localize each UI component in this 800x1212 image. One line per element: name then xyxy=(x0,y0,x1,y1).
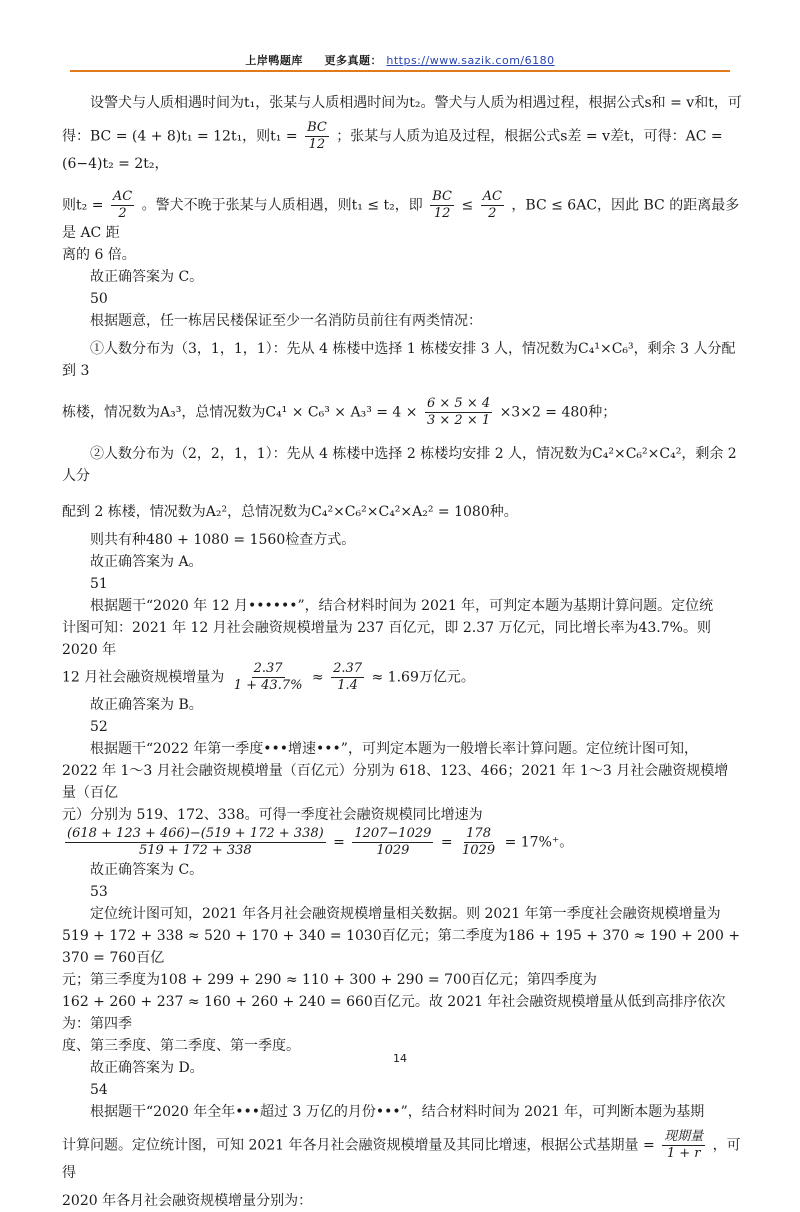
text: ；张某与人质为追及过程，根据公式s差 = v差t，可得：AC = (6−4)t₂ = 2t₂， xyxy=(62,128,723,172)
para-50-line6: 则共有种480 + 1080 = 1560检查方式。 xyxy=(90,532,356,548)
question-number-54: 54 xyxy=(90,1082,108,1098)
frac-num: 2.37 xyxy=(333,661,363,676)
text: 栋楼，情况数为A₃³，总情况数为C₄¹ × C₆³ × A₃³ = 4 × xyxy=(62,404,418,421)
text: = xyxy=(440,834,453,851)
frac-den: 1 + 43.7% xyxy=(233,678,303,693)
text: ≤ xyxy=(461,197,474,214)
text: 12 月社会融资规模增量为 xyxy=(62,669,225,686)
para-50-line4: ②人数分布为（2，2，1，1）：先从 4 栋楼中选择 2 栋楼均安排 2 人，情况数为C₄²×C₆²×C₄²，剩余 2 人分 xyxy=(62,446,737,484)
frac-den: 2 xyxy=(118,206,127,221)
page-number: 14 xyxy=(393,1052,407,1065)
frac-den: 1029 xyxy=(376,843,410,858)
para-54-line1: 根据题干“2020 年全年•••超过 3 万亿的月份•••”，结合材料时间为 2021 年，可判断本题为基期 xyxy=(90,1104,705,1120)
header-url-link[interactable]: https://www.sazik.com/6180 xyxy=(386,54,555,67)
text: ≈ 1.69万亿元。 xyxy=(371,669,475,686)
text: ，BC ≤ 6AC，因此 BC 的距离最多是 AC 距 xyxy=(62,197,740,241)
text: 计算问题。定位统计图，可知 2021 年各月社会融资规模增量及其同比增速，根据公式基期量 = xyxy=(62,1137,655,1154)
fraction-bc-12 xyxy=(305,120,329,153)
fraction-654-321 xyxy=(425,396,492,429)
frac-num: BC xyxy=(307,120,327,135)
fraction-bc-12-b xyxy=(430,189,454,222)
fraction-237-1437 xyxy=(232,661,305,694)
question-number-52: 52 xyxy=(90,719,108,735)
fraction-sum-diff xyxy=(65,826,326,859)
page-header xyxy=(0,52,800,68)
fraction-178-1029 xyxy=(460,826,497,859)
text: = xyxy=(333,834,345,851)
frac-num: 1207−1029 xyxy=(354,826,432,841)
para-49-line1: 设警犬与人质相遇时间为t₁，张某与人质相遇时间为t₂。警犬与人质为相遇过程，根据公式s和 = v和t，可 xyxy=(90,95,742,111)
header-more-label: 更多真题： xyxy=(324,54,383,67)
fraction-ac-2 xyxy=(111,189,134,222)
para-53-line3: 元；第三季度为108 + 299 + 290 ≈ 110 + 300 + 290 = 700百亿元；第四季度为 xyxy=(62,972,597,988)
para-53-line4: 162 + 260 + 237 ≈ 160 + 260 + 240 = 660百亿元。故 2021 年社会融资规模增量从低到高排序依次为：第四季 xyxy=(62,994,726,1032)
para-49-line2 xyxy=(62,120,742,175)
frac-den: 3 × 2 × 1 xyxy=(426,413,491,428)
para-52-line3: 元）分别为 519、172、338。可得一季度社会融资规模同比增速为 xyxy=(62,807,483,823)
frac-num: (618 + 123 + 466)−(519 + 172 + 338) xyxy=(67,826,324,841)
para-50-line5: 配到 2 栋楼，情况数为A₂²，总情况数为C₄²×C₆²×C₄²×A₂² = 1080种。 xyxy=(62,504,518,520)
para-52-line4 xyxy=(62,826,742,859)
frac-den: 519 + 172 + 338 xyxy=(138,843,252,858)
frac-num: BC xyxy=(432,189,452,204)
para-49-line3 xyxy=(62,189,742,244)
question-number-53: 53 xyxy=(90,884,108,900)
para-53-line5: 度、第三季度、第二季度、第一季度。 xyxy=(62,1038,300,1054)
para-49-line4: 离的 6 倍。 xyxy=(62,247,136,263)
frac-den: 1029 xyxy=(462,843,496,858)
fraction-1207-1029 xyxy=(352,826,433,859)
frac-num: AC xyxy=(112,189,133,204)
para-50-line1: 根据题意，任一栋居民楼保证至少一名消防员前往有两类情况： xyxy=(90,313,482,329)
frac-den: 12 xyxy=(308,137,326,152)
frac-num: 现期量 xyxy=(664,1129,704,1144)
para-54-line2 xyxy=(62,1129,742,1184)
text: 则t₂ = xyxy=(62,197,104,214)
frac-num: 178 xyxy=(466,826,491,841)
fraction-current-over-1r xyxy=(662,1129,705,1162)
para-51-line1: 根据题干“2020 年 12 月••••••”，结合材料时间为 2021 年，可判定本题为基期计算问题。定位统 xyxy=(90,598,714,614)
frac-num: 6 × 5 × 4 xyxy=(426,396,491,411)
frac-den: 1.4 xyxy=(337,678,358,693)
answer-52: 故正确答案为 C。 xyxy=(90,862,204,878)
header-rule xyxy=(70,70,730,72)
para-51-line3 xyxy=(62,661,742,694)
frac-num: 2.37 xyxy=(253,661,283,676)
para-51-line2: 计图可知：2021 年 12 月社会融资规模增量为 237 百亿元，即 2.37 万亿元，同比增长率为43.7%。则 2020 年 xyxy=(62,620,711,658)
frac-num: AC xyxy=(482,189,502,204)
frac-den: 12 xyxy=(433,206,451,221)
document-body xyxy=(62,92,742,1212)
answer-49: 故正确答案为 C。 xyxy=(90,269,204,285)
para-53-line2: 519 + 172 + 338 ≈ 520 + 170 + 340 = 1030百亿元；第二季度为186 + 195 + 370 ≈ 190 + 200 + 370 = 760百亿 xyxy=(62,928,741,966)
answer-51: 故正确答案为 B。 xyxy=(90,697,203,713)
frac-den: 2 xyxy=(488,206,497,221)
frac-den: 1 + r xyxy=(666,1146,701,1161)
para-54-line3: 2020 年各月社会融资规模增量分别为： xyxy=(62,1193,313,1209)
para-53-line1: 定位统计图可知，2021 年各月社会融资规模增量相关数据。则 2021 年第一季度社会融资规模增量为 xyxy=(90,906,721,922)
text: ≈ xyxy=(311,669,324,686)
text: ×3×2 = 480种； xyxy=(499,404,617,421)
fraction-ac-2-b xyxy=(481,189,504,222)
answer-53: 故正确答案为 D。 xyxy=(90,1060,204,1076)
answer-50: 故正确答案为 A。 xyxy=(90,554,203,570)
text: = 17%⁺。 xyxy=(504,834,574,851)
header-brand: 上岸鸭题库 xyxy=(245,54,303,67)
question-number-51: 51 xyxy=(90,576,108,592)
text: 。警犬不晚于张某与人质相遇，则t₁ ≤ t₂，即 xyxy=(141,197,423,214)
para-50-line2: ①人数分布为（3，1，1，1）：先从 4 栋楼中选择 1 栋楼安排 3 人，情况数为C₄¹×C₆³，剩余 3 人分配到 3 xyxy=(62,341,736,379)
question-number-50: 50 xyxy=(90,291,108,307)
fraction-237-14 xyxy=(331,661,364,694)
para-52-line1: 根据题干“2022 年第一季度•••增速•••”，可判定本题为一般增长率计算问题。定位统计图可知， xyxy=(90,741,698,757)
text: ，可得 xyxy=(62,1137,741,1181)
para-52-line2: 2022 年 1～3 月社会融资规模增量（百亿元）分别为 618、123、466；2021 年 1～3 月社会融资规模增量（百亿 xyxy=(62,763,729,801)
text: 得：BC = (4 + 8)t₁ = 12t₁，则t₁ = xyxy=(62,128,298,145)
para-50-line3 xyxy=(62,396,742,429)
